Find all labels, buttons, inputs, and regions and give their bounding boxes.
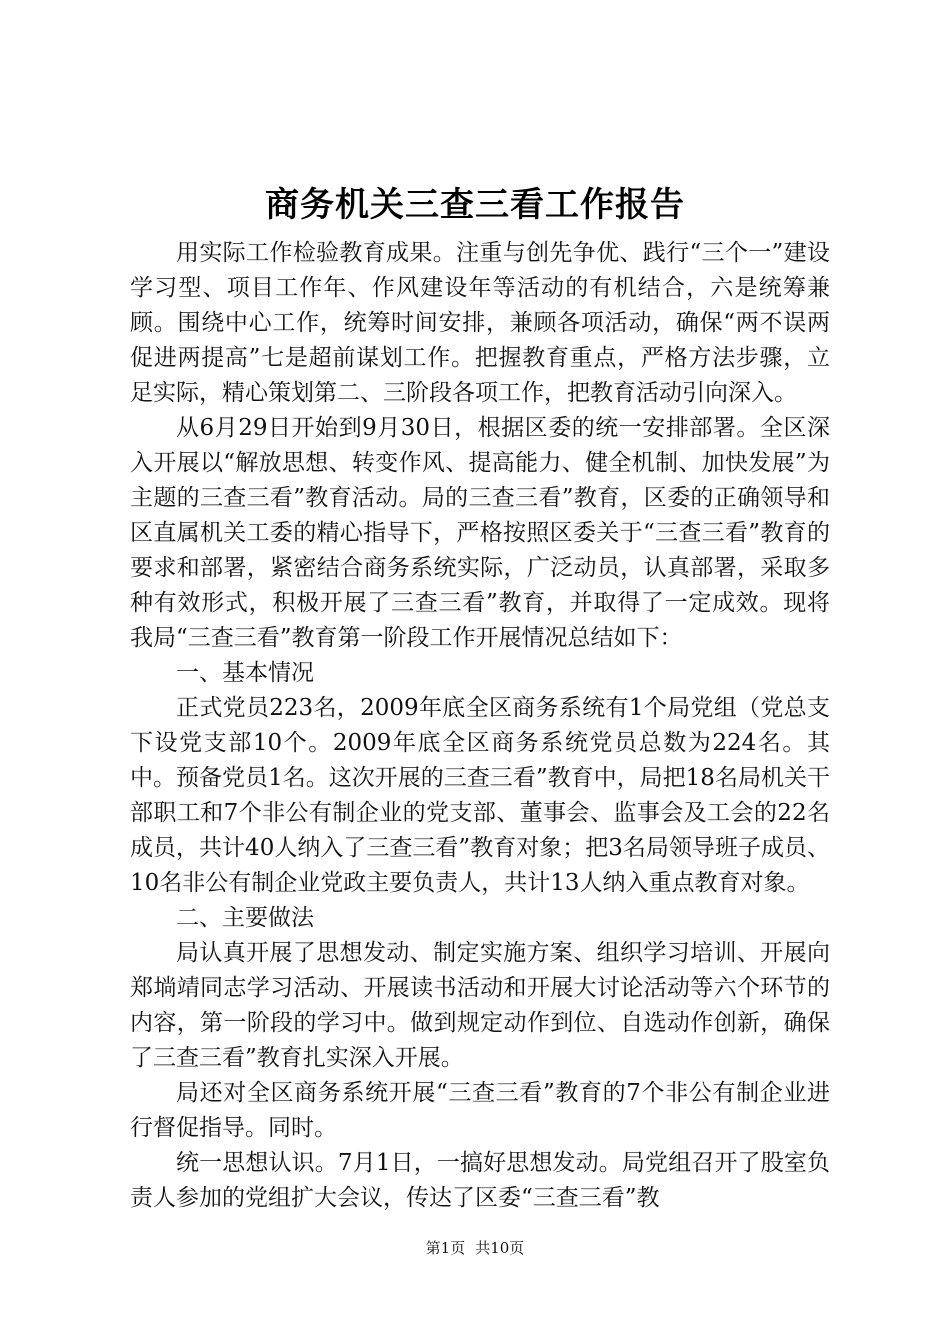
section-heading: 二、主要做法 [176,905,314,931]
paragraph: 用实际工作检验教育成果。注重与创先争优、践行“三个一”建设学习型、项目工作年、作风建设年等活动的有机结合，六是统筹兼顾。围绕中心工作，统筹时间安排，兼顾各项活动，确保“两不误两促进两提高”七是超前谋划工作。把握教育重点，严格方法步骤，立足实际，精心策划第二、三阶段各项工作，把教育活动引向深入。 [130,240,830,406]
document-body [130,236,830,1216]
document-title: 商务机关三查三看工作报告 [265,185,685,225]
page-footer [0,1238,950,1258]
page-total: 共10页 [475,1239,525,1257]
section-heading: 一、基本情况 [176,660,314,686]
paragraph: 统一思想认识。7月1日，一搞好思想发动。局党组召开了股室负责人参加的党组扩大会议，传达了区委“三查三看”教 [130,1150,830,1211]
paragraph: 局还对全区商务系统开展“三查三看”教育的7个非公有制企业进行督促指导。同时。 [130,1080,830,1141]
page-number: 第1页 [425,1239,466,1257]
paragraph: 正式党员223名，2009年底全区商务系统有1个局党组（党总支下设党支部10个。2009年底全区商务系统党员总数为224名。其中。预备党员1名。这次开展的三查三看”教育中，局把18名局机关干部职工和7个非公有制企业的党支部、董事会、监事会及工会的22名成员，共计40人纳入了三查三看”教育对象；把3名局领导班子成员、10名非公有制企业党政主要负责人，共计13人纳入重点教育对象。 [130,695,830,896]
paragraph: 局认真开展了思想发动、制定实施方案、组织学习培训、开展向郑埫靖同志学习活动、开展读书活动和开展大讨论活动等六个环节的内容，第一阶段的学习中。做到规定动作到位、自选动作创新，确保了三查三看”教育扎实深入开展。 [130,940,830,1071]
paragraph: 从6月29日开始到9月30日，根据区委的统一安排部署。全区深入开展以“解放思想、转变作风、提高能力、健全机制、加快发展”为主题的三查三看”教育活动。局的三查三看”教育，区委的正确领导和区直属机关工委的精心指导下，严格按照区委关于“三查三看”教育的要求和部署，紧密结合商务系统实际，广泛动员，认真部署，采取多种有效形式，积极开展了三查三看”教育，并取得了一定成效。现将我局“三查三看”教育第一阶段工作开展情况总结如下： [130,415,830,651]
